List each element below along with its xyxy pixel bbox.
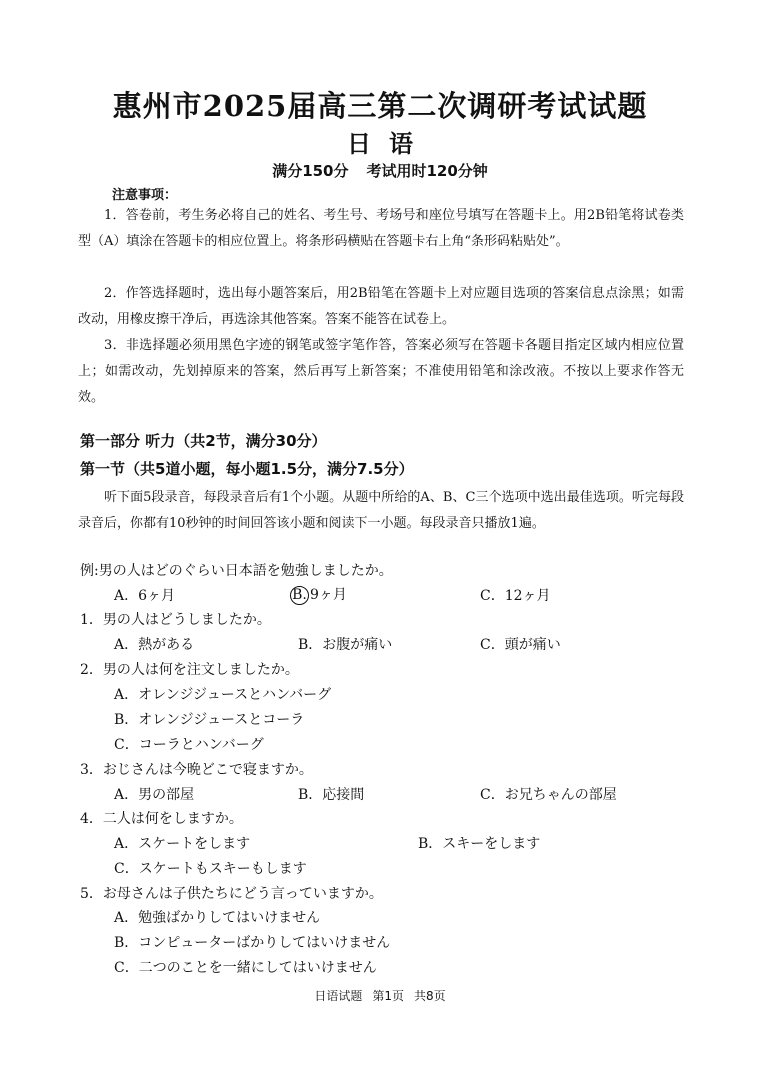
footer-total: 共8页: [414, 989, 446, 1003]
q5-option-a: A．勉強ばかりしてはいけません: [114, 910, 321, 926]
notice-item-3: 3．非选择题必须用黑色字迹的钢笔或签字笔作答，答案必须写在答题卡各题目指定区域内相应位置上；如需改动，先划掉原来的答案，然后再写上新答案；不准使用铅笔和涂改液。不按以上要求作答无效。: [78, 338, 684, 405]
q2-option-c: C．コーラとハンバーグ: [114, 737, 264, 753]
q1-option-a: A．熱がある: [114, 637, 195, 653]
q4-option-c: C．スケートもスキーもします: [114, 861, 307, 877]
time-limit: 考试用时120分钟: [366, 162, 488, 180]
score-info: [0, 160, 760, 181]
section1-title: 第一节（共5道小题，每小题1.5分，满分7.5分）: [80, 460, 414, 478]
q3-option-b: B．応接間: [298, 787, 365, 803]
notice-item-2: 2．作答选择题时，选出每小题答案后，用2B铅笔在答题卡上对应题目选项的答案信息点涂黑；如需改动，用橡皮擦干净后，再选涂其他答案。答案不能答在试卷上。: [78, 286, 684, 327]
full-score: 满分150分: [272, 162, 349, 180]
example-option-c: C．12ヶ月: [480, 588, 551, 604]
q4-option-b: B．スキーをします: [418, 836, 541, 852]
subject-title: 日语: [347, 129, 431, 158]
page-footer: [0, 987, 760, 1004]
question-3: 3．おじさんは今晩どこで寝ますか。: [80, 762, 313, 778]
q3-option-c: C．お兄ちゃんの部屋: [480, 787, 617, 803]
question-2: 2．男の人は何を注文しましたか。: [80, 662, 299, 678]
question-1: 1．男の人はどうしましたか。: [80, 612, 271, 628]
notice-item-1: 1．答卷前，考生务必将自己的姓名、考生号、考场号和座位号填写在答题卡上。用2B铅笔将试卷类型（A）填涂在答题卡的相应位置上。将条形码横贴在答题卡右上角“条形码粘贴处”。: [78, 208, 684, 249]
question-5: 5．お母さんは子供たちにどう言っていますか。: [80, 886, 383, 902]
q2-option-b: B．オレンジジュースとコーラ: [114, 712, 305, 728]
example-question: 例:男の人はどのぐらい日本語を勉強しましたか。: [80, 563, 393, 579]
q1-option-b: B．お腹が痛い: [298, 637, 393, 653]
part1-title: 第一部分 听力（共2节，满分30分）: [80, 432, 327, 450]
example-option-b-text: 9ヶ月: [310, 587, 347, 603]
footer-page: 第1页: [372, 989, 404, 1003]
section1-instructions: 听下面5段录音，每段录音后有1个小题。从题中所给的A、B、C三个选项中选出最佳选项。听完每段录音后，你都有10秒钟的时间回答该小题和阅读下一小题。每段录音只播放1遍。: [78, 490, 684, 531]
q2-option-a: A．オレンジジュースとハンバーグ: [114, 687, 332, 703]
exam-title: 惠州市2025届高三第二次调研考试试题: [112, 89, 648, 123]
q5-option-c: C．二つのことを一緒にしてはいけません: [114, 960, 377, 976]
q1-option-c: C．頭が痛い: [480, 637, 561, 653]
example-option-b: [290, 584, 347, 605]
q4-option-a: A．スケートをします: [114, 836, 251, 852]
q3-option-a: A．男の部屋: [114, 787, 195, 803]
footer-subject: 日语试题: [314, 989, 363, 1003]
answer-circle: B.: [290, 586, 309, 605]
notice-heading: 注意事项：: [112, 188, 178, 203]
question-4: 4．二人は何をしますか。: [80, 811, 243, 827]
q5-option-b: B．コンピューターばかりしてはいけません: [114, 935, 391, 951]
example-option-a: A．6ヶ月: [114, 588, 176, 604]
